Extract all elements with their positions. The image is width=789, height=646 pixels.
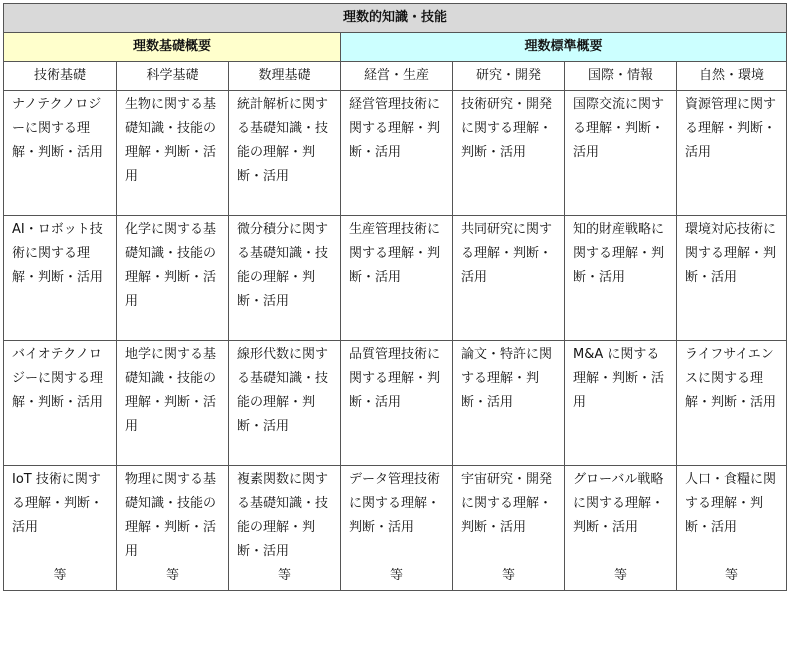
etc-label: 等 — [277, 568, 291, 583]
table-cell — [565, 341, 677, 466]
column-header: 研究・開発 — [453, 62, 565, 91]
etc-label: 等 — [501, 568, 515, 583]
cell-text: M&A に関する理解・判断・活用 — [573, 347, 665, 410]
etc-label: 等 — [725, 568, 739, 583]
table-cell — [341, 216, 453, 341]
table-cell — [453, 341, 565, 466]
table-cell — [677, 466, 787, 591]
table-cell — [229, 341, 341, 466]
table-cell — [4, 91, 117, 216]
cell-text: 地学に関する基礎知識・技能の理解・判断・活用 — [125, 347, 217, 434]
table-cell — [453, 91, 565, 216]
cell-text: 共同研究に関する理解・判断・活用 — [461, 222, 553, 285]
table-row — [4, 466, 787, 591]
column-header: 経営・生産 — [341, 62, 453, 91]
table-cell — [229, 466, 341, 591]
table-cell — [117, 466, 229, 591]
cell-text: AI・ロボット技術に関する理解・判断・活用 — [12, 222, 104, 285]
etc-label: 等 — [165, 568, 179, 583]
table-cell — [341, 341, 453, 466]
cell-text: 論文・特許に関する理解・判断・活用 — [461, 347, 553, 410]
etc-label: 等 — [389, 568, 403, 583]
table-cell — [677, 91, 787, 216]
cell-text: 技術研究・開発に関する理解・判断・活用 — [461, 97, 553, 160]
table-cell — [341, 91, 453, 216]
column-header: 自然・環境 — [677, 62, 787, 91]
group-header-basic: 理数基礎概要 — [4, 33, 341, 62]
cell-text: 化学に関する基礎知識・技能の理解・判断・活用 — [125, 222, 217, 309]
cell-text: グローバル戦略に関する理解・判断・活用 — [573, 472, 665, 535]
table-cell — [565, 466, 677, 591]
table-cell — [4, 466, 117, 591]
table-cell — [4, 341, 117, 466]
table-title: 理数的知識・技能 — [4, 4, 787, 33]
table-row — [4, 341, 787, 466]
table-cell — [229, 216, 341, 341]
cell-text: ライフサイエンスに関する理解・判断・活用 — [685, 347, 777, 410]
column-header: 国際・情報 — [565, 62, 677, 91]
cell-text: 生産管理技術に関する理解・判断・活用 — [349, 222, 441, 285]
cell-text: 人口・食糧に関する理解・判断・活用 — [685, 472, 777, 535]
cell-text: 線形代数に関する基礎知識・技能の理解・判断・活用 — [237, 347, 329, 434]
table-cell — [229, 91, 341, 216]
cell-text: 微分積分に関する基礎知識・技能の理解・判断・活用 — [237, 222, 329, 309]
cell-text: 国際交流に関する理解・判断・活用 — [573, 97, 665, 160]
cell-text: 品質管理技術に関する理解・判断・活用 — [349, 347, 441, 410]
cell-text: バイオテクノロジーに関する理解・判断・活用 — [12, 347, 104, 410]
etc-label: 等 — [53, 568, 67, 583]
cell-text: 知的財産戦略に関する理解・判断・活用 — [573, 222, 665, 285]
table-cell — [4, 216, 117, 341]
cell-text: 経営管理技術に関する理解・判断・活用 — [349, 97, 441, 160]
cell-text: 生物に関する基礎知識・技能の理解・判断・活用 — [125, 97, 217, 184]
table-cell — [565, 216, 677, 341]
table-cell — [677, 216, 787, 341]
cell-text: 物理に関する基礎知識・技能の理解・判断・活用 — [125, 472, 217, 559]
cell-text: 環境対応技術に関する理解・判断・活用 — [685, 222, 777, 285]
cell-text: 複素関数に関する基礎知識・技能の理解・判断・活用 — [237, 472, 329, 559]
column-header: 数理基礎 — [229, 62, 341, 91]
column-header: 科学基礎 — [117, 62, 229, 91]
group-header-standard: 理数標準概要 — [341, 33, 787, 62]
cell-text: IoT 技術に関する理解・判断・活用 — [12, 472, 104, 535]
table-cell — [117, 216, 229, 341]
table-cell — [117, 341, 229, 466]
cell-text: 資源管理に関する理解・判断・活用 — [685, 97, 777, 160]
cell-text: 統計解析に関する基礎知識・技能の理解・判断・活用 — [237, 97, 329, 184]
etc-label: 等 — [613, 568, 627, 583]
table-row — [4, 216, 787, 341]
table-cell — [453, 216, 565, 341]
column-header: 技術基礎 — [4, 62, 117, 91]
cell-text: データ管理技術に関する理解・判断・活用 — [349, 472, 441, 535]
table-cell — [117, 91, 229, 216]
table-cell — [453, 466, 565, 591]
cell-text: 宇宙研究・開発に関する理解・判断・活用 — [461, 472, 553, 535]
table-cell — [677, 341, 787, 466]
knowledge-skills-table — [3, 3, 787, 591]
table-cell — [341, 466, 453, 591]
table-cell — [565, 91, 677, 216]
table-row — [4, 91, 787, 216]
cell-text: ナノテクノロジーに関する理解・判断・活用 — [12, 97, 104, 160]
